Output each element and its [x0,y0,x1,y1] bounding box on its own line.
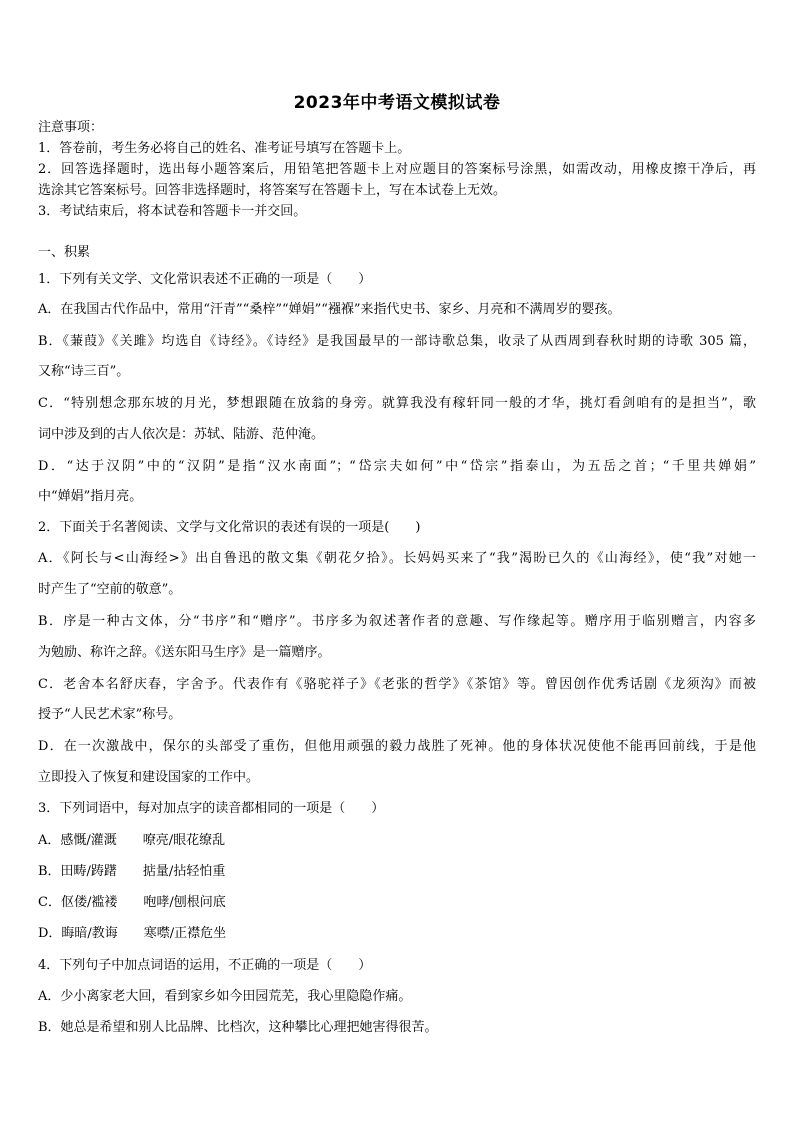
section-heading: 一、积累 [38,245,91,260]
question-3-option-b: B．田畴/踌躇 掂量/拈轻怕重 [38,864,226,879]
question-2-option-a-line-2: 时产生了“空前的敬意”。 [38,582,182,597]
question-2-option-d-line-2: 立即投入了恢复和建设国家的工作中。 [38,770,260,785]
question-2-option-c-line-2: 授予“人民艺术家”称号。 [38,707,182,722]
question-1-stem: 1．下列有关文学、文化常识表述不正确的一项是（ ） [38,272,372,287]
question-3-option-a: A．感慨/灌溉 嘹亮/眼花缭乱 [38,833,226,848]
exam-title: 2023年中考语文模拟试卷 [293,93,501,113]
question-1-option-b-line-2: 又称“诗三百”。 [38,364,130,379]
question-1-option-a: A．在我国古代作品中，常用“汗青”“桑梓”“婵娟”“襁褓”来指代史书、家乡、月亮和不满周岁的婴孩。 [38,302,621,317]
question-1-option-d-line-2: 中“婵娟”指月亮。 [38,489,143,504]
question-4-option-a: A．少小离家老大回，看到家乡如今田园荒芜，我心里隐隐作痛。 [38,989,412,1004]
question-3-option-c: C．伛偻/褴褛 咆哮/刨根问底 [38,895,226,910]
question-2-option-c-line-1: C．老舍本名舒庆春，字舍予。代表作有《骆驼祥子》《老张的哲学》《茶馆》等。曾因创作优秀话剧《龙须沟》而被 [38,677,756,692]
question-3-option-d: D．晦暗/教诲 寒噤/正襟危坐 [38,926,227,941]
question-1-option-d-line-1: D．“达于汉阴”中的“汉阴”是指“汉水南面”；“岱宗夫如何”中“岱宗”指泰山，为五岳之首；“千里共婵娟” [38,459,756,474]
notice-item-1: 1．答卷前，考生务必将自己的姓名、准考证号填写在答题卡上。 [38,141,411,156]
question-2-option-b-line-1: B．序是一种古文体，分“书序”和“赠序”。书序多为叙述著作者的意趣、写作缘起等。赠序用于临别赠言，内容多 [38,614,756,629]
question-2-stem: 2．下面关于名著阅读、文学与文化常识的表述有误的一项是( ) [38,520,421,535]
question-1-option-c-line-2: 词中涉及到的古人依次是：苏轼、陆游、范仲淹。 [38,427,325,442]
question-1-option-c-line-1: C．“特别想念那东坡的月光，梦想跟随在放翁的身旁。就算我没有稼轩同一般的才华，挑灯看剑咱有的是担当”，歌 [38,396,756,411]
notice-item-3: 3．考试结束后，将本试卷和答题卡一并交回。 [38,204,307,219]
question-3-stem: 3．下列词语中，每对加点字的读音都相同的一项是（ ） [38,801,385,816]
question-2-option-a-line-1: A．《阿长与<山海经>》出自鲁迅的散文集《朝花夕拾》。长妈妈买来了“我”渴盼已久的《山海经》，使“我”对她一 [38,551,756,566]
question-2-option-d-line-1: D．在一次激战中，保尔的头部受了重伤，但他用顽强的毅力战胜了死神。他的身体状况使他不能再回前线，于是他 [38,739,756,754]
notice-heading: 注意事项： [38,120,104,135]
question-4-option-b: B．她总是希望和别人比品牌、比档次，这种攀比心理把她害得很苦。 [38,1020,438,1035]
notice-item-2-line-2: 选涂其它答案标号。回答非选择题时，将答案写在答题卡上，写在本试卷上无效。 [38,183,507,198]
question-4-stem: 4．下列句子中加点词语的运用，不正确的一项是（ ） [38,958,372,973]
question-1-option-b-line-1: B．《蒹葭》《关雎》均选自《诗经》。《诗经》是我国最早的一部诗歌总集，收录了从西周到春秋时期的诗歌 305 篇， [38,334,756,349]
notice-item-2-line-1: 2．回答选择题时，选出每小题答案后，用铅笔把答题卡上对应题目的答案标号涂黑，如需改动，用橡皮擦干净后，再 [38,162,756,177]
question-2-option-b-line-2: 为勉励、称许之辞。《送东阳马生序》是一篇赠序。 [38,645,331,660]
